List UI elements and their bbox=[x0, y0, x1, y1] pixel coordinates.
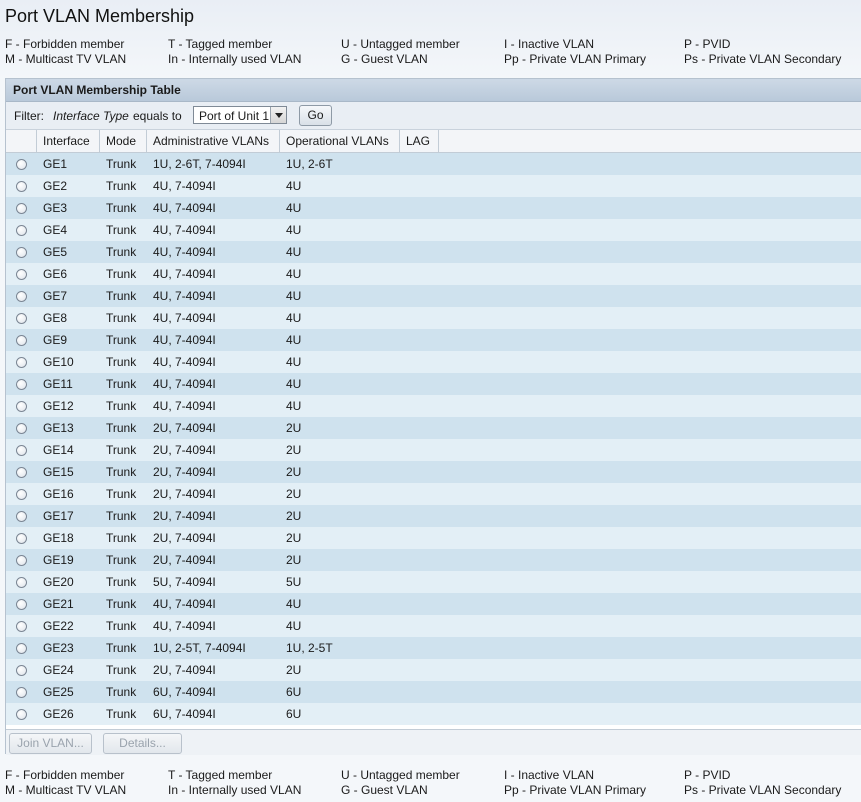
table-row[interactable] bbox=[6, 461, 861, 483]
oper-vlans-cell: 2U bbox=[286, 553, 302, 567]
legend-item: M - Multicast TV VLAN bbox=[5, 52, 127, 66]
interface-cell: GE14 bbox=[43, 443, 74, 457]
legend-item: I - Inactive VLAN bbox=[504, 37, 595, 51]
interface-cell: GE13 bbox=[43, 421, 74, 435]
interface-cell: GE19 bbox=[43, 553, 74, 567]
interface-cell: GE2 bbox=[43, 179, 68, 193]
filter-label: Filter: bbox=[14, 109, 44, 123]
oper-vlans-cell: 4U bbox=[286, 619, 302, 633]
row-select-radio[interactable] bbox=[16, 313, 27, 324]
admin-vlans-cell: 4U, 7-4094I bbox=[153, 399, 216, 413]
oper-vlans-cell: 2U bbox=[286, 421, 302, 435]
mode-cell: Trunk bbox=[106, 157, 137, 171]
oper-vlans-cell: 2U bbox=[286, 531, 302, 545]
legend-item: P - PVID bbox=[684, 37, 731, 51]
admin-vlans-cell: 4U, 7-4094I bbox=[153, 179, 216, 193]
interface-cell: GE1 bbox=[43, 157, 68, 171]
oper-vlans-cell: 6U bbox=[286, 685, 302, 699]
admin-vlans-cell: 4U, 7-4094I bbox=[153, 267, 216, 281]
admin-vlans-cell: 4U, 7-4094I bbox=[153, 377, 216, 391]
row-select-radio[interactable] bbox=[16, 401, 27, 412]
mode-cell: Trunk bbox=[106, 333, 137, 347]
legend-item: T - Tagged member bbox=[168, 768, 273, 782]
mode-cell: Trunk bbox=[106, 509, 137, 523]
interface-cell: GE21 bbox=[43, 597, 74, 611]
interface-cell: GE10 bbox=[43, 355, 74, 369]
oper-vlans-cell: 2U bbox=[286, 509, 302, 523]
legend-item: Ps - Private VLAN Secondary bbox=[684, 783, 842, 797]
column-header-admin-vlans[interactable]: Administrative VLANs bbox=[147, 130, 280, 152]
admin-vlans-cell: 2U, 7-4094I bbox=[153, 443, 216, 457]
mode-cell: Trunk bbox=[106, 663, 137, 677]
mode-cell: Trunk bbox=[106, 179, 137, 193]
oper-vlans-cell: 2U bbox=[286, 443, 302, 457]
join-vlan-button[interactable]: Join VLAN... bbox=[9, 733, 92, 754]
oper-vlans-cell: 4U bbox=[286, 377, 302, 391]
interface-cell: GE7 bbox=[43, 289, 68, 303]
oper-vlans-cell: 4U bbox=[286, 267, 302, 281]
legend-item: Ps - Private VLAN Secondary bbox=[684, 52, 842, 66]
row-select-radio[interactable] bbox=[16, 599, 27, 610]
admin-vlans-cell: 2U, 7-4094I bbox=[153, 465, 216, 479]
table-row[interactable] bbox=[6, 307, 861, 329]
legend-item: T - Tagged member bbox=[168, 37, 273, 51]
table-row[interactable] bbox=[6, 285, 861, 307]
column-header-interface[interactable]: Interface bbox=[37, 130, 100, 152]
table-row[interactable] bbox=[6, 439, 861, 461]
mode-cell: Trunk bbox=[106, 465, 137, 479]
mode-cell: Trunk bbox=[106, 531, 137, 545]
admin-vlans-cell: 5U, 7-4094I bbox=[153, 575, 216, 589]
legend-item: Pp - Private VLAN Primary bbox=[504, 52, 647, 66]
table-row[interactable] bbox=[6, 329, 861, 351]
row-select-radio[interactable] bbox=[16, 577, 27, 588]
interface-cell: GE20 bbox=[43, 575, 74, 589]
mode-cell: Trunk bbox=[106, 399, 137, 413]
table-row[interactable] bbox=[6, 637, 861, 659]
filter-bar bbox=[6, 102, 861, 130]
mode-cell: Trunk bbox=[106, 619, 137, 633]
row-select-radio[interactable] bbox=[16, 247, 27, 258]
legend-item: M - Multicast TV VLAN bbox=[5, 783, 127, 797]
admin-vlans-cell: 4U, 7-4094I bbox=[153, 333, 216, 347]
table-row[interactable] bbox=[6, 659, 861, 681]
admin-vlans-cell: 2U, 7-4094I bbox=[153, 487, 216, 501]
interface-cell: GE15 bbox=[43, 465, 74, 479]
legend-item: Pp - Private VLAN Primary bbox=[504, 783, 647, 797]
legend-item: G - Guest VLAN bbox=[341, 52, 428, 66]
admin-vlans-cell: 2U, 7-4094I bbox=[153, 531, 216, 545]
table-row[interactable] bbox=[6, 197, 861, 219]
mode-cell: Trunk bbox=[106, 707, 137, 721]
table-row[interactable] bbox=[6, 219, 861, 241]
legend-item: U - Untagged member bbox=[341, 37, 460, 51]
table-actions bbox=[6, 729, 861, 755]
row-select-radio[interactable] bbox=[16, 445, 27, 456]
row-select-radio[interactable] bbox=[16, 709, 27, 720]
oper-vlans-cell: 2U bbox=[286, 487, 302, 501]
mode-cell: Trunk bbox=[106, 355, 137, 369]
interface-cell: GE3 bbox=[43, 201, 68, 215]
admin-vlans-cell: 2U, 7-4094I bbox=[153, 553, 216, 567]
interface-cell: GE22 bbox=[43, 619, 74, 633]
page-title: Port VLAN Membership bbox=[5, 6, 195, 26]
row-select-radio[interactable] bbox=[16, 181, 27, 192]
row-select-radio[interactable] bbox=[16, 489, 27, 500]
table-row[interactable] bbox=[6, 615, 861, 637]
oper-vlans-cell: 4U bbox=[286, 399, 302, 413]
admin-vlans-cell: 4U, 7-4094I bbox=[153, 201, 216, 215]
go-button[interactable]: Go bbox=[299, 105, 332, 126]
admin-vlans-cell: 4U, 7-4094I bbox=[153, 245, 216, 259]
row-select-radio[interactable] bbox=[16, 291, 27, 302]
table-header bbox=[6, 130, 861, 153]
oper-vlans-cell: 5U bbox=[286, 575, 302, 589]
interface-cell: GE26 bbox=[43, 707, 74, 721]
table-body bbox=[6, 153, 861, 725]
interface-cell: GE4 bbox=[43, 223, 68, 237]
row-select-radio[interactable] bbox=[16, 555, 27, 566]
table-row[interactable] bbox=[6, 681, 861, 703]
table-title: Port VLAN Membership Table bbox=[6, 79, 861, 102]
legend-bottom bbox=[0, 767, 861, 799]
column-header-select bbox=[6, 130, 37, 152]
oper-vlans-cell: 2U bbox=[286, 663, 302, 677]
interface-cell: GE6 bbox=[43, 267, 68, 281]
table-row[interactable] bbox=[6, 417, 861, 439]
legend-item: P - PVID bbox=[684, 768, 731, 782]
table-row[interactable] bbox=[6, 527, 861, 549]
legend-item: F - Forbidden member bbox=[5, 37, 125, 51]
interface-type-value: Port of Unit 1 bbox=[199, 109, 270, 123]
row-select-radio[interactable] bbox=[16, 379, 27, 390]
table-row[interactable] bbox=[6, 175, 861, 197]
mode-cell: Trunk bbox=[106, 421, 137, 435]
mode-cell: Trunk bbox=[106, 553, 137, 567]
table-row[interactable] bbox=[6, 571, 861, 593]
interface-cell: GE11 bbox=[43, 377, 73, 391]
interface-cell: GE12 bbox=[43, 399, 74, 413]
chevron-down-icon[interactable] bbox=[270, 107, 286, 123]
mode-cell: Trunk bbox=[106, 223, 137, 237]
table-row[interactable] bbox=[6, 593, 861, 615]
row-select-radio[interactable] bbox=[16, 423, 27, 434]
mode-cell: Trunk bbox=[106, 245, 137, 259]
column-header-mode[interactable]: Mode bbox=[100, 130, 147, 152]
table-row[interactable] bbox=[6, 153, 861, 175]
oper-vlans-cell: 4U bbox=[286, 311, 302, 325]
mode-cell: Trunk bbox=[106, 597, 137, 611]
admin-vlans-cell: 4U, 7-4094I bbox=[153, 311, 216, 325]
interface-cell: GE18 bbox=[43, 531, 74, 545]
row-select-radio[interactable] bbox=[16, 269, 27, 280]
legend-item: F - Forbidden member bbox=[5, 768, 125, 782]
interface-cell: GE23 bbox=[43, 641, 74, 655]
row-select-radio[interactable] bbox=[16, 357, 27, 368]
oper-vlans-cell: 2U bbox=[286, 465, 302, 479]
interface-cell: GE24 bbox=[43, 663, 74, 677]
admin-vlans-cell: 4U, 7-4094I bbox=[153, 223, 216, 237]
oper-vlans-cell: 4U bbox=[286, 201, 302, 215]
interface-cell: GE17 bbox=[43, 509, 74, 523]
oper-vlans-cell: 4U bbox=[286, 179, 302, 193]
row-select-radio[interactable] bbox=[16, 643, 27, 654]
legend-top bbox=[0, 36, 861, 68]
oper-vlans-cell: 4U bbox=[286, 333, 302, 347]
table-row[interactable] bbox=[6, 373, 861, 395]
mode-cell: Trunk bbox=[106, 201, 137, 215]
mode-cell: Trunk bbox=[106, 311, 137, 325]
interface-cell: GE16 bbox=[43, 487, 74, 501]
admin-vlans-cell: 4U, 7-4094I bbox=[153, 619, 216, 633]
table-row[interactable] bbox=[6, 505, 861, 527]
oper-vlans-cell: 4U bbox=[286, 355, 302, 369]
oper-vlans-cell: 1U, 2-5T bbox=[286, 641, 333, 655]
mode-cell: Trunk bbox=[106, 685, 137, 699]
admin-vlans-cell: 6U, 7-4094I bbox=[153, 685, 216, 699]
row-select-radio[interactable] bbox=[16, 203, 27, 214]
row-select-radio[interactable] bbox=[16, 621, 27, 632]
legend-item: U - Untagged member bbox=[341, 768, 460, 782]
mode-cell: Trunk bbox=[106, 289, 137, 303]
interface-cell: GE9 bbox=[43, 333, 68, 347]
mode-cell: Trunk bbox=[106, 377, 137, 391]
oper-vlans-cell: 1U, 2-6T bbox=[286, 157, 333, 171]
legend-item: In - Internally used VLAN bbox=[168, 52, 302, 66]
oper-vlans-cell: 4U bbox=[286, 597, 302, 611]
table-row[interactable] bbox=[6, 263, 861, 285]
admin-vlans-cell: 2U, 7-4094I bbox=[153, 663, 216, 677]
interface-cell: GE5 bbox=[43, 245, 68, 259]
admin-vlans-cell: 4U, 7-4094I bbox=[153, 597, 216, 611]
admin-vlans-cell: 1U, 2-5T, 7-4094I bbox=[153, 641, 246, 655]
table-row[interactable] bbox=[6, 549, 861, 571]
interface-type-select[interactable] bbox=[193, 106, 287, 124]
row-select-radio[interactable] bbox=[16, 225, 27, 236]
row-select-radio[interactable] bbox=[16, 533, 27, 544]
table-row[interactable] bbox=[6, 395, 861, 417]
table-row[interactable] bbox=[6, 483, 861, 505]
column-header-oper-vlans[interactable]: Operational VLANs bbox=[280, 130, 400, 152]
mode-cell: Trunk bbox=[106, 641, 137, 655]
row-select-radio[interactable] bbox=[16, 665, 27, 676]
oper-vlans-cell: 4U bbox=[286, 245, 302, 259]
vlan-membership-table-panel bbox=[5, 78, 861, 754]
filter-operator-label: equals to bbox=[133, 109, 182, 123]
row-select-radio[interactable] bbox=[16, 335, 27, 346]
interface-cell: GE8 bbox=[43, 311, 68, 325]
admin-vlans-cell: 2U, 7-4094I bbox=[153, 509, 216, 523]
row-select-radio[interactable] bbox=[16, 467, 27, 478]
admin-vlans-cell: 4U, 7-4094I bbox=[153, 289, 216, 303]
table-row[interactable] bbox=[6, 703, 861, 725]
table-row[interactable] bbox=[6, 241, 861, 263]
legend-item: G - Guest VLAN bbox=[341, 783, 428, 797]
admin-vlans-cell: 4U, 7-4094I bbox=[153, 355, 216, 369]
column-header-lag[interactable]: LAG bbox=[400, 130, 439, 152]
row-select-radio[interactable] bbox=[16, 511, 27, 522]
mode-cell: Trunk bbox=[106, 575, 137, 589]
legend-item: I - Inactive VLAN bbox=[504, 768, 595, 782]
row-select-radio[interactable] bbox=[16, 159, 27, 170]
interface-cell: GE25 bbox=[43, 685, 74, 699]
mode-cell: Trunk bbox=[106, 443, 137, 457]
row-select-radio[interactable] bbox=[16, 687, 27, 698]
admin-vlans-cell: 2U, 7-4094I bbox=[153, 421, 216, 435]
filter-field-label: Interface Type bbox=[53, 109, 129, 123]
details-button[interactable]: Details... bbox=[103, 733, 182, 754]
oper-vlans-cell: 4U bbox=[286, 223, 302, 237]
oper-vlans-cell: 6U bbox=[286, 707, 302, 721]
table-row[interactable] bbox=[6, 351, 861, 373]
admin-vlans-cell: 6U, 7-4094I bbox=[153, 707, 216, 721]
mode-cell: Trunk bbox=[106, 267, 137, 281]
admin-vlans-cell: 1U, 2-6T, 7-4094I bbox=[153, 157, 246, 171]
legend-item: In - Internally used VLAN bbox=[168, 783, 302, 797]
mode-cell: Trunk bbox=[106, 487, 137, 501]
oper-vlans-cell: 4U bbox=[286, 289, 302, 303]
